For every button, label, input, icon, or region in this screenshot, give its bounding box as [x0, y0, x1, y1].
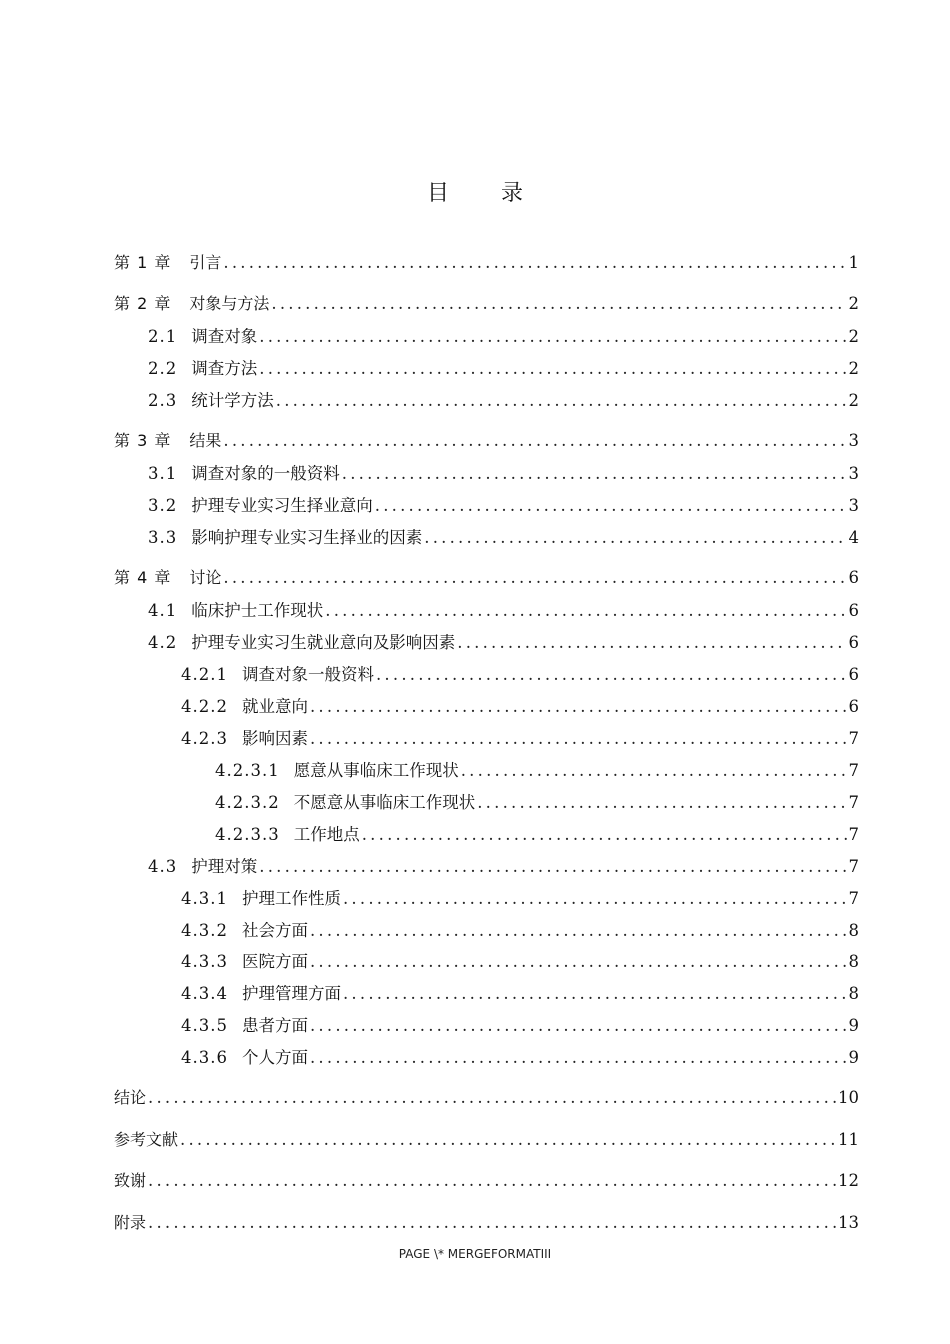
toc-entry-text: 社会方面 — [241, 921, 308, 940]
toc-entry-label — [181, 1012, 308, 1036]
toc-leader-dots — [310, 952, 847, 971]
toc-entry-page: 7 — [848, 825, 859, 844]
toc-leader-dots — [375, 496, 847, 515]
toc-entry[interactable] — [114, 428, 859, 451]
toc-entry-label — [181, 725, 308, 749]
toc-entry[interactable] — [114, 1210, 859, 1233]
toc-title — [0, 176, 950, 207]
toc-entry[interactable] — [215, 821, 859, 845]
toc-entry[interactable] — [181, 917, 859, 941]
toc-entry-number: 4.2.1 — [181, 665, 228, 684]
toc-entry-label — [148, 387, 274, 411]
toc-entry[interactable] — [148, 323, 859, 347]
toc-entry-page: 9 — [848, 1016, 859, 1035]
toc-leader-dots — [343, 889, 847, 908]
toc-entry[interactable] — [114, 1085, 859, 1108]
toc-entry-label — [181, 980, 341, 1004]
toc-entry-page: 7 — [848, 793, 859, 812]
toc-entry-text: 致谢 — [114, 1171, 147, 1190]
toc-leader-dots — [424, 528, 846, 547]
toc-entry-text: 统计学方法 — [191, 391, 274, 410]
toc-entry-number: 4.1 — [148, 601, 178, 620]
toc-entry-text: 调查方法 — [191, 359, 258, 378]
toc-entry-text: 结论 — [114, 1088, 147, 1107]
toc-entry-number: 4.2.2 — [181, 697, 228, 716]
toc-entry[interactable] — [114, 565, 859, 588]
toc-entry-text: 工作地点 — [293, 825, 360, 844]
toc-entry-page: 4 — [848, 528, 859, 547]
toc-entry-label — [114, 565, 221, 588]
toc-entry-page: 8 — [848, 984, 859, 1003]
toc-leader-dots — [223, 568, 846, 587]
toc-entry[interactable] — [148, 524, 859, 548]
toc-entry-text: 调查对象的一般资料 — [191, 464, 340, 483]
toc-entry-number: 4.3 — [148, 857, 178, 876]
toc-entry-label — [114, 1210, 146, 1233]
toc-entry-label — [215, 789, 475, 813]
toc-entry[interactable] — [181, 725, 859, 749]
toc-entry-number: 4.3.5 — [181, 1016, 228, 1035]
toc-entry-text: 对象与方法 — [189, 294, 270, 313]
toc-leader-dots — [457, 633, 846, 652]
toc-entry-page: 3 — [848, 496, 859, 515]
toc-entry[interactable] — [181, 885, 859, 909]
toc-entry-number: 第 4 章 — [114, 568, 172, 587]
toc-entry-label — [114, 291, 269, 314]
toc-entry-label — [148, 524, 422, 548]
toc-entry-page: 2 — [848, 294, 859, 313]
toc-entry-label — [148, 853, 257, 877]
toc-entry-page: 10 — [838, 1088, 859, 1107]
toc-entry-number: 第 3 章 — [114, 431, 172, 450]
toc-entry-page: 1 — [848, 253, 859, 272]
toc-entry-text: 护理管理方面 — [241, 984, 341, 1003]
toc-leader-dots — [223, 253, 846, 272]
toc-entry-label — [114, 1168, 146, 1191]
toc-entry-text: 患者方面 — [241, 1016, 308, 1035]
toc-entry-label — [148, 597, 323, 621]
toc-entry-text: 调查对象 — [191, 327, 258, 346]
toc-entry-label — [114, 1127, 178, 1150]
toc-entry-text: 护理专业实习生就业意向及影响因素 — [191, 633, 456, 652]
toc-entry-text: 调查对象一般资料 — [241, 665, 374, 684]
toc-leader-dots — [310, 697, 847, 716]
toc-entry-text: 影响护理专业实习生择业的因素 — [191, 528, 423, 547]
toc-entry[interactable] — [148, 387, 859, 411]
toc-entry-text: 临床护士工作现状 — [191, 601, 324, 620]
toc-leader-dots — [477, 793, 846, 812]
toc-entry-page: 6 — [848, 601, 859, 620]
toc-entry-text: 愿意从事临床工作现状 — [293, 761, 459, 780]
toc-leader-dots — [276, 391, 847, 410]
toc-entry-text: 护理对策 — [191, 857, 258, 876]
toc-entry[interactable] — [181, 1012, 859, 1036]
toc-entry-page: 2 — [848, 327, 859, 346]
toc-entry-page: 7 — [848, 729, 859, 748]
toc-entry[interactable] — [114, 1127, 859, 1150]
toc-leader-dots — [148, 1213, 836, 1232]
toc-entry-label — [215, 821, 360, 845]
toc-entry[interactable] — [148, 355, 859, 379]
toc-entry-page: 12 — [838, 1171, 859, 1190]
toc-leader-dots — [461, 761, 847, 780]
toc-leader-dots — [180, 1130, 836, 1149]
toc-entry-number: 3.2 — [148, 496, 178, 515]
toc-entry[interactable] — [181, 980, 859, 1004]
toc-entry-text: 结果 — [189, 431, 222, 450]
toc-entry-label — [181, 948, 308, 972]
toc-entry-label — [114, 1085, 146, 1108]
toc-entry-number: 4.2.3.2 — [215, 793, 280, 812]
toc-entry-label — [181, 1044, 308, 1068]
toc-entry-number: 3.3 — [148, 528, 178, 547]
toc-entry-page: 6 — [848, 665, 859, 684]
toc-entry-page: 3 — [848, 431, 859, 450]
toc-entry-text: 医院方面 — [241, 952, 308, 971]
toc-entry-page: 8 — [848, 921, 859, 940]
toc-leader-dots — [310, 729, 847, 748]
toc-entry-label — [148, 460, 340, 484]
toc-entry-text: 护理工作性质 — [241, 889, 341, 908]
toc-entry-label — [148, 629, 455, 653]
toc-leader-dots — [362, 825, 847, 844]
toc-entry-page: 2 — [848, 359, 859, 378]
toc-entry-page: 7 — [848, 857, 859, 876]
toc-leader-dots — [259, 359, 846, 378]
toc-entry-number: 2.3 — [148, 391, 178, 410]
toc-entry-text: 不愿意从事临床工作现状 — [293, 793, 476, 812]
toc-entry-text: 讨论 — [189, 568, 222, 587]
toc-entry-label — [181, 693, 308, 717]
toc-entry-number: 4.3.2 — [181, 921, 228, 940]
toc-leader-dots — [310, 921, 847, 940]
toc-entry-text: 护理专业实习生择业意向 — [191, 496, 373, 515]
toc-entry-label — [215, 757, 459, 781]
toc-entry-number: 4.3.1 — [181, 889, 228, 908]
toc-entry-number: 2.2 — [148, 359, 178, 378]
toc-entry-label — [181, 917, 308, 941]
toc-leader-dots — [343, 984, 847, 1003]
toc-entry-page: 2 — [848, 391, 859, 410]
toc-entry-page: 6 — [848, 697, 859, 716]
toc-title-left: 目 — [426, 181, 449, 206]
toc-entry[interactable] — [148, 460, 859, 484]
toc-leader-dots — [148, 1171, 836, 1190]
toc-leader-dots — [271, 294, 846, 313]
toc-entry-number: 第 2 章 — [114, 294, 172, 313]
toc-entry-label — [181, 885, 341, 909]
toc-entry[interactable] — [114, 291, 859, 314]
toc-leader-dots — [310, 1016, 847, 1035]
toc-entry-number: 4.3.3 — [181, 952, 228, 971]
toc-leader-dots — [310, 1048, 847, 1067]
toc-entry-text: 引言 — [189, 253, 222, 272]
toc-entry-text: 参考文献 — [114, 1130, 179, 1149]
toc-entry-text: 影响因素 — [241, 729, 308, 748]
toc-entry[interactable] — [181, 948, 859, 972]
toc-entry[interactable] — [148, 853, 859, 877]
toc-entry[interactable] — [148, 629, 859, 653]
toc-entry[interactable] — [148, 597, 859, 621]
toc-leader-dots — [259, 857, 846, 876]
toc-entry-number: 4.2.3.1 — [215, 761, 280, 780]
toc-leader-dots — [325, 601, 846, 620]
toc-entry-page: 3 — [848, 464, 859, 483]
toc-entry-number: 3.1 — [148, 464, 178, 483]
toc-entry-text: 就业意向 — [241, 697, 308, 716]
toc-entry[interactable] — [114, 1168, 859, 1191]
toc-entry-page: 7 — [848, 761, 859, 780]
toc-leader-dots — [223, 431, 846, 450]
toc-entry-number: 4.3.4 — [181, 984, 228, 1003]
toc-entry-number: 4.2.3.3 — [215, 825, 280, 844]
toc-entry-label — [148, 492, 373, 516]
toc-entry-text: 个人方面 — [241, 1048, 308, 1067]
toc-leader-dots — [148, 1088, 836, 1107]
toc-entry[interactable] — [181, 693, 859, 717]
toc-entry[interactable] — [215, 789, 859, 813]
toc-leader-dots — [376, 665, 847, 684]
toc-entry-number: 4.2 — [148, 633, 178, 652]
toc-entry-page: 9 — [848, 1048, 859, 1067]
toc-entry-page: 6 — [848, 633, 859, 652]
toc-entry-page: 7 — [848, 889, 859, 908]
toc-entry-label — [148, 323, 257, 347]
toc-entry[interactable] — [114, 250, 859, 273]
toc-entry-label — [181, 661, 374, 685]
toc-entry-number: 4.3.6 — [181, 1048, 228, 1067]
toc-title-right: 录 — [501, 181, 524, 206]
page-footer: PAGE \* MERGEFORMATIII — [398, 1247, 552, 1261]
toc-entry-page: 8 — [848, 952, 859, 971]
toc-entry[interactable] — [181, 661, 859, 685]
toc-entry-text: 附录 — [114, 1213, 147, 1232]
toc-entry[interactable] — [148, 492, 859, 516]
toc-entry-page: 13 — [838, 1213, 859, 1232]
toc-entry-number: 2.1 — [148, 327, 178, 346]
toc-leader-dots — [342, 464, 847, 483]
toc-entry[interactable] — [215, 757, 859, 781]
toc-entry-number: 第 1 章 — [114, 253, 172, 272]
toc-entry[interactable] — [181, 1044, 859, 1068]
toc-entry-label — [148, 355, 257, 379]
toc-entry-label — [114, 250, 221, 273]
toc-entry-number: 4.2.3 — [181, 729, 228, 748]
toc-leader-dots — [259, 327, 846, 346]
toc-entry-page: 6 — [848, 568, 859, 587]
toc-entry-label — [114, 428, 221, 451]
toc-entry-page: 11 — [838, 1130, 859, 1149]
